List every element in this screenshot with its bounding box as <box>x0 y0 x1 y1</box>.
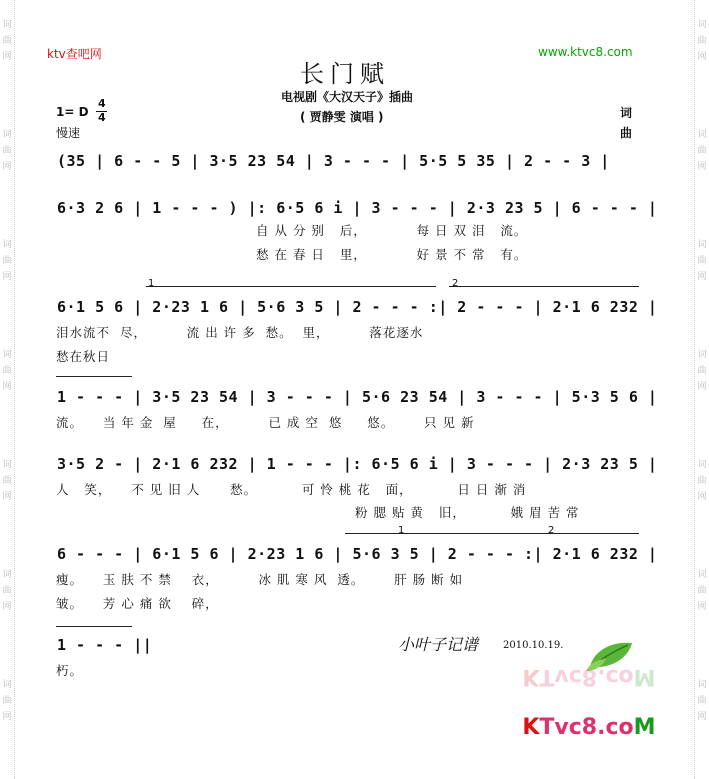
watermark-glyph: 词 <box>697 460 707 470</box>
logo-letter: M <box>633 664 656 689</box>
watermark-glyph: 词 <box>697 680 707 690</box>
watermark-glyph: 网 <box>2 52 12 62</box>
lyric-row-7: 朽。 <box>56 663 84 678</box>
score-row-2: 6·3 2 6 | 1 - - - ) |: 6·5 6 i | 3 - - - | 2·3 23 5 | 6 - - - | <box>57 199 658 217</box>
watermark-glyph: 曲 <box>2 256 12 266</box>
watermark-glyph: 网 <box>697 162 707 172</box>
logo-letter: v <box>554 664 569 689</box>
lyric-row-5-verse-2: 粉 腮 贴 黄 旧， 娥 眉 苦 常 <box>355 505 580 520</box>
watermark-glyph: 曲 <box>2 476 12 486</box>
score-row-5: 3·5 2 - | 2·1 6 232 | 1 - - - |: 6·5 6 i | 3 - - - | 2·3 23 5 | <box>57 455 658 473</box>
logo-letter: T <box>539 664 555 689</box>
watermark-glyph: 曲 <box>697 696 707 706</box>
lyric-row-3-verse-2: 愁在秋日 <box>56 349 111 364</box>
watermark-glyph: 网 <box>697 712 707 722</box>
lyric-row-3-verse-1: 泪水流不 尽， 流 出 许 多 愁。 里， 落花逐水 <box>56 325 424 340</box>
score-row-7: 1 - - - || <box>57 636 153 654</box>
first-ending-bracket <box>146 286 436 287</box>
song-subtitle: 电视剧《大汉天子》插曲 <box>281 90 414 104</box>
logo-letter: o <box>618 664 634 689</box>
watermark-glyph: 曲 <box>697 146 707 156</box>
score-row-6: 6 - - - | 6·1 5 6 | 2·23 1 6 | 5·6 3 5 | 2 - - - :| 2·1 6 232 | <box>57 545 658 563</box>
logo-letter: 8 <box>581 715 598 740</box>
watermark-glyph: 词 <box>697 20 707 30</box>
watermark-glyph: 曲 <box>697 366 707 376</box>
watermark-glyph: 网 <box>2 712 12 722</box>
logo-letter: T <box>539 715 555 740</box>
watermark-glyph: 词 <box>2 680 12 690</box>
logo-reflection-text <box>522 664 655 689</box>
right-watermark-strip <box>694 0 709 779</box>
lyric-row-2-verse-2: 愁 在 春 日 里， 好 景 不 常 有。 <box>256 247 528 262</box>
lyric-row-4: 流。 当 年 金 屋 在， 已 成 空 悠 悠。 只 见 新 <box>56 415 475 430</box>
time-signature-bottom: 4 <box>98 111 106 124</box>
watermark-glyph: 网 <box>697 602 707 612</box>
logo-letter: c <box>568 715 582 740</box>
watermark-glyph: 曲 <box>2 146 12 156</box>
lyric-row-2-verse-1: 自 从 分 别 后， 每 日 双 泪 流。 <box>256 223 528 238</box>
score-row-1: (35 | 6 - - 5 | 3·5 23 54 | 3 - - - | 5·5 5 35 | 2 - - 3 | <box>57 152 610 170</box>
watermark-glyph: 网 <box>2 272 12 282</box>
left-watermark-strip <box>0 0 15 779</box>
watermark-glyph: 曲 <box>697 36 707 46</box>
lyric-row-5-verse-1: 人 笑， 不 见 旧 人 愁。 可 怜 桃 花 面， 日 日 渐 消 <box>56 482 527 497</box>
watermark-glyph: 网 <box>2 492 12 502</box>
key-signature: 1= D <box>56 105 89 119</box>
singer-credit: ( 贾静雯 演唱 ) <box>300 110 384 124</box>
logo-letter: K <box>522 664 540 689</box>
lyric-row-6-verse-2: 皱。 芳 心 痛 欲 碎， <box>56 596 219 611</box>
watermark-glyph: 网 <box>2 162 12 172</box>
watermark-glyph: 词 <box>2 130 12 140</box>
watermark-glyph: 曲 <box>697 586 707 596</box>
watermark-glyph: 词 <box>697 130 707 140</box>
watermark-glyph: 网 <box>2 382 12 392</box>
watermark-glyph: 词 <box>697 350 707 360</box>
logo-letter: c <box>605 664 619 689</box>
watermark-glyph: 曲 <box>2 696 12 706</box>
logo-text <box>522 715 655 740</box>
composer-label: 曲 <box>620 126 633 140</box>
transcriber-signature: 小叶子记谱 <box>398 635 479 654</box>
watermark-glyph: 词 <box>2 570 12 580</box>
logo-letter: 8 <box>581 664 598 689</box>
time-signature-top: 4 <box>98 97 106 110</box>
logo-letter: c <box>568 664 582 689</box>
watermark-glyph: 曲 <box>2 36 12 46</box>
tempo-marking: 慢速 <box>56 126 81 140</box>
watermark-glyph: 曲 <box>2 586 12 596</box>
watermark-glyph: 词 <box>2 20 12 30</box>
logo-letter: K <box>522 715 540 740</box>
logo-letter: M <box>633 715 656 740</box>
tie-bracket-row-4 <box>56 376 132 377</box>
second-ending-number: 2 <box>452 278 459 289</box>
lyric-row-6-verse-1: 瘦。 玉 肤 不 禁 衣， 冰 肌 寒 风 透。 肝 肠 断 如 <box>56 572 464 587</box>
watermark-glyph: 网 <box>697 52 707 62</box>
ktvc8-logo-reflection <box>507 664 656 714</box>
tie-bracket-row-7 <box>56 626 132 627</box>
watermark-glyph: 词 <box>697 570 707 580</box>
transcription-date: 2010.10.19. <box>503 640 564 651</box>
second-ending-number-2: 2 <box>548 525 555 536</box>
site-url-right: www.ktvc8.com <box>538 45 633 59</box>
logo-letter: . <box>597 715 606 740</box>
watermark-glyph: 词 <box>2 460 12 470</box>
first-ending-bracket-2 <box>345 533 535 534</box>
score-row-3: 6·1 5 6 | 2·23 1 6 | 5·6 3 5 | 2 - - - :| 2 - - - | 2·1 6 232 | <box>57 298 658 316</box>
lyricist-label: 词 <box>620 106 633 120</box>
first-ending-number-2: 1 <box>398 525 405 536</box>
logo-letter: . <box>597 664 606 689</box>
watermark-glyph: 词 <box>2 240 12 250</box>
watermark-glyph: 网 <box>697 382 707 392</box>
logo-letter: v <box>554 715 569 740</box>
logo-letter: c <box>605 715 619 740</box>
watermark-glyph: 曲 <box>697 476 707 486</box>
watermark-glyph: 网 <box>2 602 12 612</box>
logo-letter: o <box>618 715 634 740</box>
second-ending-bracket <box>449 286 639 287</box>
watermark-glyph: 词 <box>697 240 707 250</box>
site-name-left: ktv查吧网 <box>47 47 102 61</box>
watermark-glyph: 曲 <box>697 256 707 266</box>
score-row-4: 1 - - - | 3·5 23 54 | 3 - - - | 5·6 23 54 | 3 - - - | 5·3 5 6 | <box>57 388 658 406</box>
watermark-glyph: 网 <box>697 492 707 502</box>
first-ending-number: 1 <box>148 278 155 289</box>
watermark-glyph: 网 <box>697 272 707 282</box>
song-title: 长门赋 <box>300 60 390 88</box>
watermark-glyph: 词 <box>2 350 12 360</box>
watermark-glyph: 曲 <box>2 366 12 376</box>
